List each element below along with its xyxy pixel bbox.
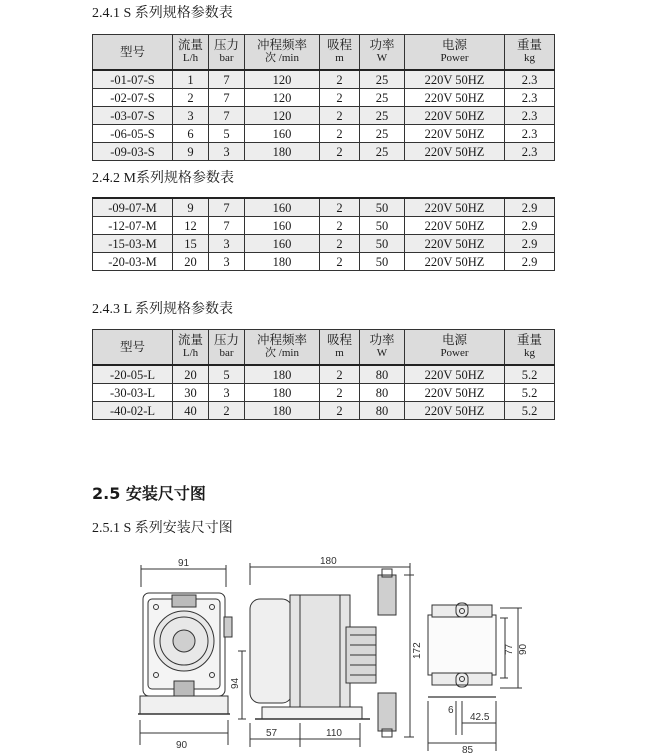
- table-cell: 3: [173, 107, 209, 125]
- table-cell: 2.9: [505, 198, 555, 217]
- table-cell: 25: [360, 125, 405, 143]
- table-cell: -12-07-M: [93, 217, 173, 235]
- table-cell: 5.2: [505, 384, 555, 402]
- table-cell: 2.9: [505, 253, 555, 271]
- column-header-unit: bar: [219, 347, 234, 359]
- table-cell: 2: [320, 143, 360, 161]
- table-cell: 2: [209, 402, 245, 420]
- column-header: [405, 35, 505, 71]
- section-title: 2.5 安装尺寸图: [92, 484, 206, 503]
- s-series-spec-table: [92, 34, 555, 161]
- table-cell: -15-03-M: [93, 235, 173, 253]
- table-cell: 2: [320, 253, 360, 271]
- column-header: [320, 330, 360, 366]
- column-header-unit: 次 /min: [265, 52, 299, 64]
- column-header: [245, 330, 320, 366]
- table-row: [93, 125, 555, 143]
- column-header-label: 电源: [441, 333, 467, 347]
- table-cell: 20: [173, 365, 209, 384]
- table-cell: 2.3: [505, 89, 555, 107]
- dim-back-right-outer: 90: [518, 643, 529, 655]
- table-cell: 220V 50HZ: [405, 198, 505, 217]
- table-cell: 25: [360, 70, 405, 89]
- table-cell: 3: [209, 143, 245, 161]
- table-cell: -09-03-S: [93, 143, 173, 161]
- table-cell: 2: [320, 402, 360, 420]
- dim-back-bottom-42: 42.5: [470, 712, 490, 723]
- s-table-heading: 2.4.1 S 系列规格参数表: [92, 6, 233, 21]
- column-header-label: 压力: [213, 38, 239, 52]
- table-cell: 40: [173, 402, 209, 420]
- column-header-unit: kg: [524, 347, 535, 359]
- table-cell: 80: [360, 402, 405, 420]
- column-header-unit: W: [376, 52, 388, 64]
- column-header: [173, 330, 209, 366]
- column-header-unit: 次 /min: [265, 347, 299, 359]
- table-cell: 80: [360, 365, 405, 384]
- table-cell: 220V 50HZ: [405, 253, 505, 271]
- table-cell: 2: [320, 235, 360, 253]
- table-cell: -01-07-S: [93, 70, 173, 89]
- table-cell: -40-02-L: [93, 402, 173, 420]
- dim-side-height: 172: [412, 642, 423, 659]
- table-cell: -06-05-S: [93, 125, 173, 143]
- dim-back-bottom-6: 6: [448, 705, 454, 716]
- table-cell: 2.9: [505, 235, 555, 253]
- table-cell: 2: [320, 125, 360, 143]
- table-cell: 220V 50HZ: [405, 143, 505, 161]
- table-cell: 5: [209, 365, 245, 384]
- table-cell: 50: [360, 217, 405, 235]
- table-cell: 120: [245, 89, 320, 107]
- table-cell: 180: [245, 365, 320, 384]
- table-cell: 3: [209, 384, 245, 402]
- table-cell: 25: [360, 107, 405, 125]
- table-cell: 7: [209, 70, 245, 89]
- column-header-unit: kg: [524, 52, 535, 64]
- table-cell: 7: [209, 198, 245, 217]
- table-cell: 180: [245, 143, 320, 161]
- table-row: [93, 384, 555, 402]
- column-header-label: 流量: [177, 333, 203, 347]
- table-row: [93, 253, 555, 271]
- table-cell: 220V 50HZ: [405, 365, 505, 384]
- table-cell: 2: [320, 365, 360, 384]
- table-cell: 5.2: [505, 402, 555, 420]
- column-header: [505, 35, 555, 71]
- table-cell: 80: [360, 384, 405, 402]
- table-cell: 3: [209, 235, 245, 253]
- l-table-heading: 2.4.3 L 系列规格参数表: [92, 302, 234, 317]
- table-cell: 2: [320, 89, 360, 107]
- table-cell: 2: [320, 198, 360, 217]
- column-header-label: 功率: [369, 333, 395, 347]
- table-cell: 7: [209, 89, 245, 107]
- dim-side-bottom-left: 57: [266, 728, 278, 739]
- column-header-label: 型号: [119, 44, 145, 59]
- table-row: [93, 198, 555, 217]
- table-cell: 220V 50HZ: [405, 70, 505, 89]
- table-cell: 25: [360, 89, 405, 107]
- table-cell: 2.3: [505, 143, 555, 161]
- dim-side-left-height: 94: [230, 677, 241, 689]
- table-header-row: [93, 330, 555, 366]
- table-cell: 160: [245, 217, 320, 235]
- table-cell: -30-03-L: [93, 384, 173, 402]
- column-header-label: 重量: [516, 333, 542, 347]
- table-cell: 220V 50HZ: [405, 235, 505, 253]
- table-cell: 9: [173, 198, 209, 217]
- column-header-label: 型号: [119, 339, 145, 354]
- table-cell: 120: [245, 70, 320, 89]
- table-cell: 2: [320, 217, 360, 235]
- column-header: [245, 35, 320, 71]
- table-row: [93, 235, 555, 253]
- table-cell: 2.9: [505, 217, 555, 235]
- m-series-spec-table: [92, 197, 555, 271]
- column-header-label: 冲程频率: [256, 333, 307, 347]
- column-header: [360, 35, 405, 71]
- column-header-label: 重量: [516, 38, 542, 52]
- column-header-label: 功率: [369, 38, 395, 52]
- table-cell: 220V 50HZ: [405, 384, 505, 402]
- column-header: [209, 330, 245, 366]
- table-row: [93, 143, 555, 161]
- column-header-label: 电源: [441, 38, 467, 52]
- column-header: [93, 35, 173, 71]
- table-cell: 120: [245, 107, 320, 125]
- table-cell: 2.3: [505, 70, 555, 89]
- column-header-unit: Power: [440, 52, 469, 64]
- table-cell: 2.3: [505, 125, 555, 143]
- table-cell: 50: [360, 198, 405, 217]
- column-header: [173, 35, 209, 71]
- table-cell: 160: [245, 235, 320, 253]
- table-cell: 2: [173, 89, 209, 107]
- column-header-unit: Power: [440, 347, 469, 359]
- table-cell: 7: [209, 217, 245, 235]
- column-header-unit: m: [335, 347, 344, 359]
- dim-side-bottom-right: 110: [326, 728, 342, 739]
- dim-front-top: 91: [178, 558, 190, 569]
- table-cell: 3: [209, 253, 245, 271]
- column-header-unit: L/h: [182, 347, 199, 359]
- table-cell: 5: [209, 125, 245, 143]
- l-series-spec-table: [92, 329, 555, 420]
- table-cell: 220V 50HZ: [405, 402, 505, 420]
- table-cell: 220V 50HZ: [405, 217, 505, 235]
- table-row: [93, 402, 555, 420]
- table-cell: -09-07-M: [93, 198, 173, 217]
- column-header: [93, 330, 173, 366]
- dim-back-bottom-85: 85: [462, 745, 474, 753]
- table-cell: 7: [209, 107, 245, 125]
- table-cell: 180: [245, 384, 320, 402]
- column-header: [320, 35, 360, 71]
- column-header: [360, 330, 405, 366]
- table-cell: 160: [245, 125, 320, 143]
- dim-front-bottom: 90: [176, 740, 188, 751]
- table-cell: -20-03-M: [93, 253, 173, 271]
- table-row: [93, 89, 555, 107]
- table-header-row: [93, 35, 555, 71]
- table-cell: -03-07-S: [93, 107, 173, 125]
- column-header-label: 吸程: [326, 333, 352, 347]
- table-cell: 220V 50HZ: [405, 107, 505, 125]
- table-cell: 12: [173, 217, 209, 235]
- table-row: [93, 107, 555, 125]
- table-cell: 5.2: [505, 365, 555, 384]
- table-cell: 2: [320, 107, 360, 125]
- m-table-heading: 2.4.2 M系列规格参数表: [92, 171, 234, 186]
- side-view: [238, 563, 414, 747]
- table-cell: 160: [245, 198, 320, 217]
- table-cell: 180: [245, 253, 320, 271]
- table-cell: 50: [360, 235, 405, 253]
- column-header-label: 冲程频率: [256, 38, 307, 52]
- back-view: [428, 603, 522, 751]
- table-cell: 9: [173, 143, 209, 161]
- table-cell: 220V 50HZ: [405, 125, 505, 143]
- column-header-unit: W: [376, 347, 388, 359]
- table-cell: 2: [320, 70, 360, 89]
- column-header: [405, 330, 505, 366]
- table-row: [93, 217, 555, 235]
- column-header-label: 吸程: [326, 38, 352, 52]
- column-header: [505, 330, 555, 366]
- table-cell: 220V 50HZ: [405, 89, 505, 107]
- table-cell: -02-07-S: [93, 89, 173, 107]
- table-cell: 180: [245, 402, 320, 420]
- column-header-unit: bar: [219, 52, 234, 64]
- dim-side-top: 180: [320, 556, 337, 567]
- table-cell: 2: [320, 384, 360, 402]
- table-row: [93, 365, 555, 384]
- table-cell: 20: [173, 253, 209, 271]
- column-header-label: 流量: [177, 38, 203, 52]
- dim-back-right-inner: 77: [504, 643, 515, 655]
- column-header-label: 压力: [213, 333, 239, 347]
- table-cell: 2.3: [505, 107, 555, 125]
- table-cell: 30: [173, 384, 209, 402]
- column-header-unit: m: [335, 52, 344, 64]
- table-cell: 15: [173, 235, 209, 253]
- column-header-unit: L/h: [182, 52, 199, 64]
- column-header: [209, 35, 245, 71]
- table-cell: 6: [173, 125, 209, 143]
- front-view: [138, 565, 232, 745]
- table-cell: 25: [360, 143, 405, 161]
- table-cell: -20-05-L: [93, 365, 173, 384]
- installation-dimension-drawing: [0, 555, 650, 753]
- table-cell: 50: [360, 253, 405, 271]
- section-subtitle: 2.5.1 S 系列安装尺寸图: [92, 521, 233, 536]
- table-row: [93, 70, 555, 89]
- table-cell: 1: [173, 70, 209, 89]
